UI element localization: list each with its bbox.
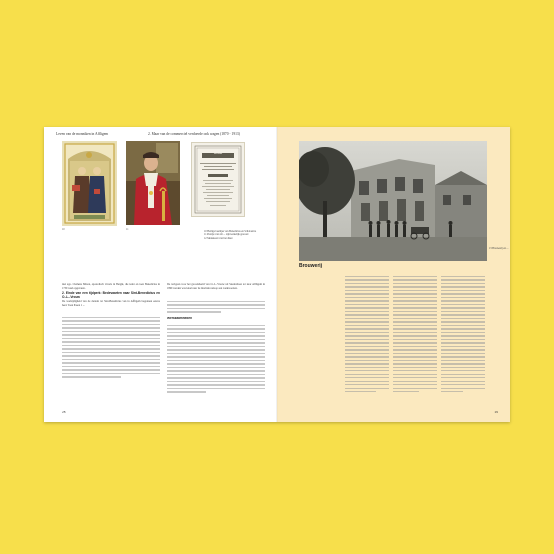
section-heading: 2. Einde van een tijdperk: Bedevaarten naar Sint-Benedictus en O.-L.-Vrouw bbox=[62, 291, 160, 299]
figure-number: 11 bbox=[126, 228, 129, 231]
book-spread bbox=[44, 127, 510, 422]
paragraph: De veelzijdigheid van de dertein tot Sint-Benedictus van in Affligem begonnen eeuws heel. Toen Pasen 1 ... bbox=[62, 300, 160, 307]
menu-card-image bbox=[191, 142, 245, 217]
paragraph: De tovigeen voor het groodebeeld van O.-L.-Vrouw uit Snederdaon tot naar Affligem in 1899 werden was kloel naar de maritale naloop aan werkwoerten. bbox=[167, 283, 265, 290]
page-number: 28 bbox=[62, 410, 66, 414]
section-heading: Werkzaamheden bbox=[167, 317, 193, 320]
photo-caption bbox=[489, 247, 509, 250]
figure-caption bbox=[204, 230, 264, 240]
left-page bbox=[44, 127, 277, 422]
body-text-lines bbox=[167, 325, 265, 395]
subheading-block bbox=[167, 317, 265, 323]
body-text-lines bbox=[62, 317, 160, 380]
figure-number: 10 bbox=[62, 228, 65, 231]
caption-number: 12 bbox=[204, 236, 207, 240]
caption-text: Prentje van abt ... zijn kerkelijk gewaad bbox=[207, 233, 249, 237]
body-text-lines bbox=[345, 276, 389, 394]
menu-card-subtitle: TRAVAILLER EN FONDATIE bbox=[203, 173, 233, 175]
caption-number: 11 bbox=[204, 233, 207, 237]
menu-card-title: DINER bbox=[213, 152, 223, 155]
caption-number: 10 bbox=[204, 230, 207, 233]
running-head: Leven van de monniken in Affligem bbox=[56, 132, 109, 136]
caption-text: Heilige beeldjes van Benedictus en Scholastica bbox=[207, 230, 257, 233]
body-text-lines bbox=[441, 276, 485, 394]
caption-number: 13 bbox=[489, 247, 492, 250]
body-text-lines bbox=[167, 301, 265, 315]
caption-text: Menukaart van het diner bbox=[207, 236, 233, 240]
caption-text: Brouwerij en ... bbox=[492, 247, 509, 250]
section-title: Brouwerij bbox=[299, 263, 323, 269]
chapter-head: 2. Maar van de commerciel verdoerde ook wagen (1870 - 1913) bbox=[148, 132, 240, 136]
paragraph: niet ago. Clemens Mixen, apostolisch vicaris in Bergik, die ieder en toen Benedictus in 1759 rond opgevaren. bbox=[62, 283, 160, 290]
page-number: 29 bbox=[494, 410, 498, 414]
devotional-card-image bbox=[62, 141, 117, 226]
right-page bbox=[277, 127, 510, 422]
brewery-photo bbox=[299, 141, 487, 261]
body-text-lines bbox=[393, 276, 437, 394]
book-gutter bbox=[276, 127, 278, 422]
abbot-portrait-image bbox=[126, 141, 180, 225]
